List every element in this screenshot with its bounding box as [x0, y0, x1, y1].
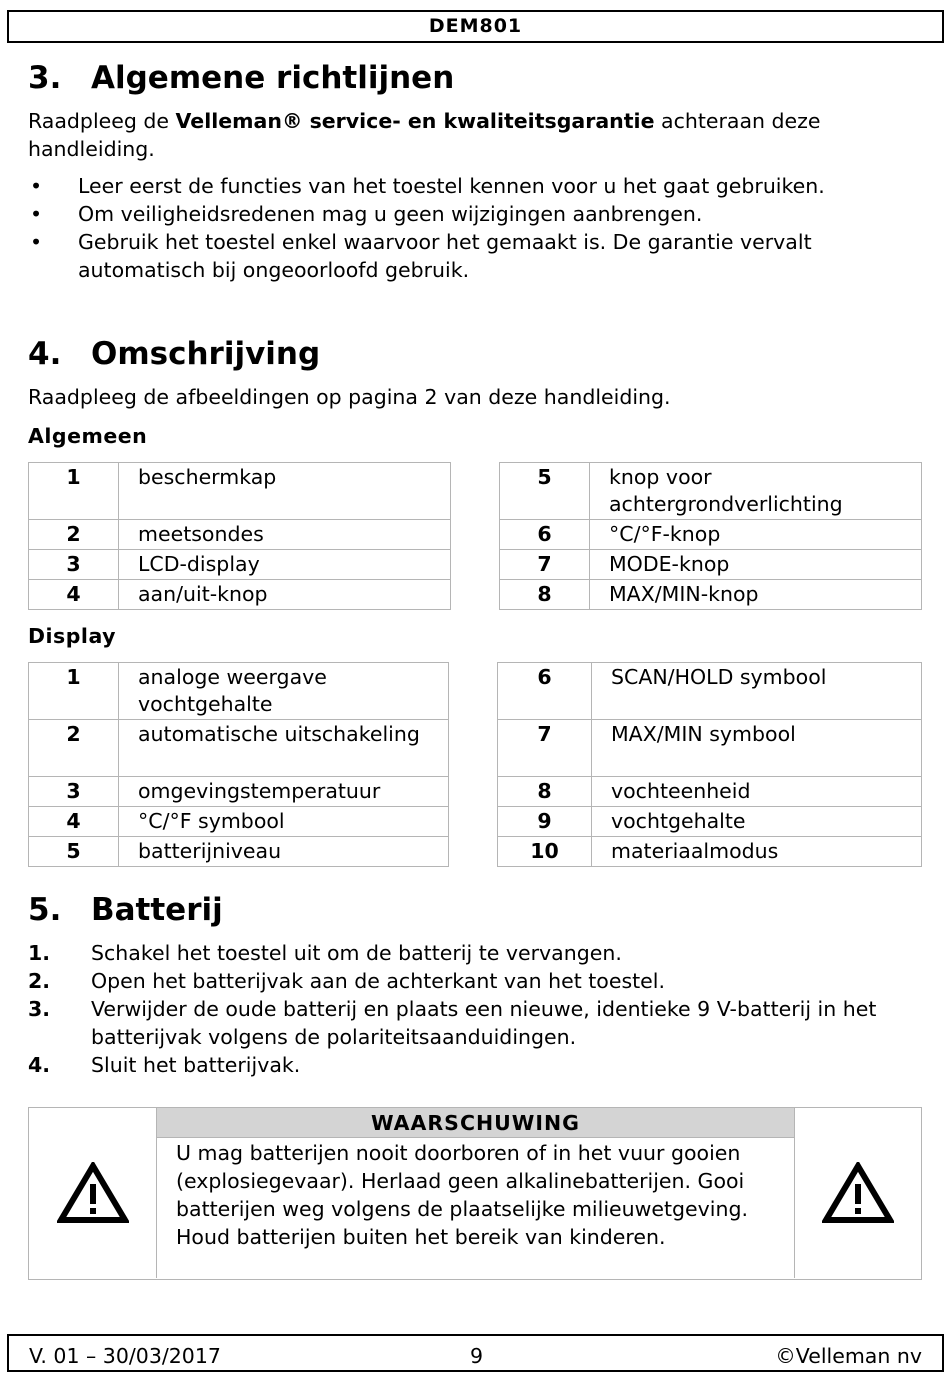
section-5-heading — [28, 890, 223, 930]
list-item — [28, 1051, 928, 1079]
warning-triangle-icon — [57, 1162, 129, 1224]
intro-bold-text: Velleman® service- en kwaliteitsgarantie — [175, 109, 655, 133]
warning-content — [157, 1108, 794, 1278]
general-table-right — [499, 462, 922, 610]
general-table-left — [28, 462, 451, 610]
table-row — [498, 837, 922, 867]
section-3-intro — [28, 107, 928, 163]
item-label: °C/°F symbool — [119, 807, 449, 837]
table-row — [29, 777, 449, 807]
item-number: 3 — [29, 550, 119, 580]
step-text: Schakel het toestel uit om de batterij te vervangen. — [91, 941, 622, 965]
page-number: 9 — [470, 1344, 484, 1368]
item-number: 9 — [498, 807, 592, 837]
table-row — [29, 520, 451, 550]
item-number: 5 — [500, 463, 590, 520]
item-label: batterijniveau — [119, 837, 449, 867]
page-header — [7, 10, 944, 43]
item-label: automatische uitschakeling — [119, 720, 449, 777]
table-row — [29, 580, 451, 610]
warning-title: WAARSCHUWING — [157, 1108, 794, 1138]
display-heading: Display — [28, 624, 117, 648]
intro-text-end: achteraan deze handleiding. — [28, 109, 821, 161]
item-label: materiaalmodus — [592, 837, 922, 867]
item-label: meetsondes — [119, 520, 451, 550]
section-4-heading — [28, 334, 320, 374]
step-number: 3. — [28, 997, 51, 1021]
list-item: • Om veiligheidsredenen mag u geen wijzigingen aanbrengen. — [28, 200, 928, 228]
item-number: 5 — [29, 837, 119, 867]
list-item — [28, 939, 928, 967]
item-number: 7 — [500, 550, 590, 580]
battery-steps — [28, 939, 928, 1079]
warning-text: U mag batterijen nooit doorboren of in het vuur gooien (explosiegevaar). Herlaad geen alkalinebatterijen. Gooi batterijen weg volgens de plaatselijke milieuwetgeving. Houd batterijen buiten het bereik van kinderen. — [176, 1141, 749, 1249]
table-row — [498, 720, 922, 777]
table-row — [29, 463, 451, 520]
step-number: 4. — [28, 1053, 51, 1077]
item-number: 1 — [29, 663, 119, 720]
model-name: DEM801 — [428, 15, 523, 37]
item-number: 3 — [29, 777, 119, 807]
list-item — [28, 967, 928, 995]
item-label: SCAN/HOLD symbool — [592, 663, 922, 720]
table-row — [29, 720, 449, 777]
item-number: 10 — [498, 837, 592, 867]
table-row — [498, 663, 922, 720]
item-number: 4 — [29, 807, 119, 837]
step-text: Verwijder de oude batterij en plaats een nieuwe, identieke 9 V-batterij in het batterijvak volgens de polariteitsaanduidingen. — [91, 997, 877, 1049]
warning-triangle-icon — [822, 1162, 894, 1224]
item-number: 2 — [29, 720, 119, 777]
table-row — [29, 663, 449, 720]
list-item: • Leer eerst de functies van het toestel kennen voor u het gaat gebruiken. — [28, 172, 928, 200]
footer-version: V. 01 – 30/03/2017 — [29, 1344, 221, 1368]
step-number: 2. — [28, 969, 51, 993]
table-row — [498, 777, 922, 807]
step-text: Open het batterijvak aan de achterkant van het toestel. — [91, 969, 665, 993]
list-item — [28, 995, 928, 1051]
item-label: omgevingstemperatuur — [119, 777, 449, 807]
table-row — [498, 807, 922, 837]
guideline-list — [28, 172, 928, 284]
item-label: analoge weergave vochtgehalte — [119, 663, 449, 720]
list-item: • Gebruik het toestel enkel waarvoor het gemaakt is. De garantie vervalt automatisch bij ongeoorloofd gebruik. — [28, 228, 928, 284]
intro-text: Raadpleeg de — [28, 109, 176, 133]
table-row — [500, 550, 922, 580]
section-5-number: 5. — [28, 892, 62, 928]
section-4-intro: Raadpleeg de afbeeldingen op pagina 2 van deze handleiding. — [28, 385, 671, 409]
section-5-title: Batterij — [91, 892, 223, 928]
item-number: 6 — [500, 520, 590, 550]
item-label: beschermkap — [119, 463, 451, 520]
warning-icon-cell-right — [794, 1108, 921, 1278]
table-row — [500, 580, 922, 610]
section-4-title: Omschrijving — [91, 336, 321, 372]
display-table-right — [497, 662, 922, 867]
general-heading: Algemeen — [28, 424, 148, 448]
item-label: aan/uit-knop — [119, 580, 451, 610]
item-label: MAX/MIN-knop — [590, 580, 922, 610]
item-number: 4 — [29, 580, 119, 610]
warning-icon-cell-left — [29, 1108, 157, 1278]
section-4-number: 4. — [28, 336, 62, 372]
item-label: °C/°F-knop — [590, 520, 922, 550]
section-3-heading — [28, 58, 454, 98]
item-label: MODE-knop — [590, 550, 922, 580]
item-number: 1 — [29, 463, 119, 520]
item-label: knop voor achtergrondverlichting — [590, 463, 922, 520]
item-number: 2 — [29, 520, 119, 550]
item-label: vochteenheid — [592, 777, 922, 807]
table-row — [29, 807, 449, 837]
item-label: LCD-display — [119, 550, 451, 580]
table-row — [500, 463, 922, 520]
step-text: Sluit het batterijvak. — [91, 1053, 301, 1077]
item-label: vochtgehalte — [592, 807, 922, 837]
warning-box — [28, 1107, 922, 1280]
step-number: 1. — [28, 941, 51, 965]
item-number: 8 — [500, 580, 590, 610]
item-label: MAX/MIN symbool — [592, 720, 922, 777]
section-3-title: Algemene richtlijnen — [91, 60, 455, 96]
footer-copyright: ©Velleman nv — [775, 1344, 922, 1368]
item-number: 7 — [498, 720, 592, 777]
table-row — [500, 520, 922, 550]
display-table-left — [28, 662, 449, 867]
table-row — [29, 550, 451, 580]
item-number: 8 — [498, 777, 592, 807]
page-footer — [7, 1334, 944, 1372]
table-row — [29, 837, 449, 867]
section-3-number: 3. — [28, 60, 62, 96]
item-number: 6 — [498, 663, 592, 720]
